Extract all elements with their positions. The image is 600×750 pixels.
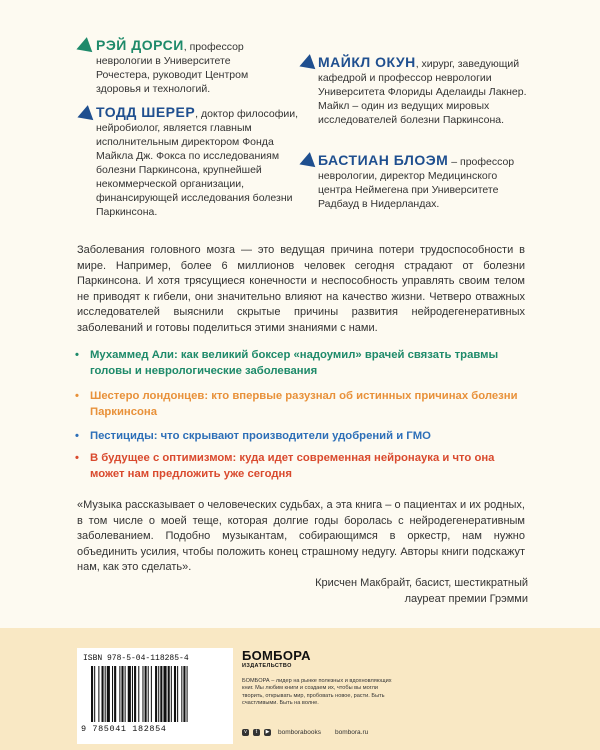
barcode-bar bbox=[171, 666, 172, 722]
barcode-bar bbox=[94, 666, 95, 722]
barcode-bar bbox=[107, 666, 110, 722]
author-name: ТОДД ШЕРЕР bbox=[96, 104, 196, 120]
author-ray-dorsey bbox=[96, 38, 276, 96]
barcode-bar bbox=[134, 666, 136, 722]
barcode-bar bbox=[155, 666, 157, 722]
vk-icon[interactable]: v bbox=[242, 729, 249, 736]
youtube-icon[interactable]: ▶ bbox=[265, 729, 270, 735]
social-handle[interactable]: bomborabooks bbox=[278, 729, 321, 736]
barcode-bar bbox=[145, 666, 147, 722]
barcode-bar bbox=[160, 666, 162, 722]
barcode-bar bbox=[105, 666, 106, 722]
barcode-bar bbox=[148, 666, 149, 722]
publisher-logo bbox=[242, 648, 311, 669]
footer-band bbox=[0, 628, 600, 750]
barcode-bar bbox=[102, 666, 104, 722]
barcode-bar bbox=[158, 666, 159, 722]
barcode-bar bbox=[142, 666, 143, 722]
barcode-bar bbox=[163, 666, 166, 722]
author-marker-icon bbox=[75, 105, 94, 125]
publisher-tagline: БОМБОРА – лидер на рынке полезных и вдохновляющих книг. Мы любим книги и создаем их, чтобы вы могли творить, открывать мир, пробовать новое, расти. Быть счастливыми. Быть на волне. bbox=[242, 678, 392, 707]
author-name: БАСТИАН БЛОЭМ bbox=[318, 152, 449, 168]
book-description: Заболевания головного мозга — это ведущая причина потери трудоспособности в мире. Например, более 6 миллионов человек сегодня страдают от болезни Паркинсона. И хотя трясущиеся конечности и неспособность управлять своим телом не приводят к гибели, они значительно влияют на качество жизни. Четверо отважных исследователей выяснили скрытые причины развития нейродегенеративных заболеваний и готовы поделиться этими знаниями с нами. bbox=[77, 244, 525, 334]
publisher-subtitle: ИЗДАТЕЛЬСТВО bbox=[242, 663, 292, 669]
author-desc: , профессор неврологии в Университете Рочестера, руководит Центром здоровья и технологий. bbox=[96, 41, 249, 95]
website-link[interactable]: bombora.ru bbox=[335, 729, 369, 736]
author-desc: , доктор философии, нейробиолог, является главным исполнительным директором Фонда Майкла Дж. Фокса по исследованиям болезни Паркинсона, крупнейшей некоммерческой организации, финансирующей исследования болезни Паркинсона. bbox=[96, 108, 299, 218]
barcode-bar bbox=[151, 666, 152, 722]
highlight-text: Мухаммед Али: как великий боксер «надоумил» врачей связать травмы головы и неврологические заболевания bbox=[90, 349, 499, 377]
barcode-bar bbox=[112, 666, 113, 722]
highlight-item bbox=[75, 450, 525, 482]
author-todd-sherer bbox=[96, 105, 306, 219]
isbn-label: ISBN 978-5-04-118285-4 bbox=[83, 654, 189, 663]
author-name: МАЙКЛ ОКУН bbox=[318, 54, 416, 70]
endorsement-quote: «Музыка рассказывает о человеческих судьбах, а эта книга – о пациентах и их родных, в том числе о моей теще, которая долгие годы боролась с нейродегенеративным заболеванием. Подобно музыкантам, собирающимся в оркестр, нам нужно объединить усилия, чтобы положить конец страшному недугу. Авторы книги подскажут нам, как это сделать». bbox=[77, 499, 525, 573]
barcode-bar bbox=[98, 666, 99, 722]
author-desc: – профессор неврологии, директор Медицинского центра Неймегена при Университете Радбауд в Нидерландах. bbox=[318, 156, 515, 210]
author-marker-icon bbox=[297, 54, 316, 74]
highlight-text: В будущее с оптимизмом: куда идет современная нейронаука и что она может нам предложить уже сегодня bbox=[90, 452, 495, 480]
barcode-bar bbox=[138, 666, 139, 722]
author-michael-okun bbox=[318, 55, 530, 127]
publisher-name: БОМБОРА bbox=[242, 648, 311, 663]
barcode-icon bbox=[91, 666, 221, 724]
barcode-bar bbox=[181, 666, 182, 722]
barcode-bar bbox=[177, 666, 178, 722]
highlight-item bbox=[75, 347, 525, 379]
barcode-bar bbox=[168, 666, 170, 722]
barcode-bar bbox=[121, 666, 123, 722]
barcode-bar bbox=[119, 666, 120, 722]
barcode-bar bbox=[174, 666, 176, 722]
bullet-icon: • bbox=[75, 452, 79, 464]
highlight-item bbox=[75, 388, 525, 420]
author-marker-icon bbox=[74, 37, 93, 57]
highlight-text: Шестеро лондонцев: кто впервые разузнал об истинных причинах болезни Паркинсона bbox=[90, 390, 518, 418]
highlight-text: Пестициды: что скрывают производители удобрений и ГМО bbox=[90, 430, 431, 442]
author-bastiaan-bloem bbox=[318, 153, 523, 211]
telegram-icon[interactable]: t bbox=[253, 729, 260, 736]
author-name: РЭЙ ДОРСИ bbox=[96, 37, 184, 53]
barcode-bar bbox=[187, 666, 188, 722]
bullet-icon: • bbox=[75, 349, 79, 361]
barcode-bar bbox=[114, 666, 116, 722]
barcode-bar bbox=[128, 666, 131, 722]
barcode-panel bbox=[77, 648, 233, 744]
author-desc: , хирург, заведующий кафедрой и профессор неврологии Университета Флориды Аделаиды Лакнер. Майкл – один из ведущих мировых исследователей болезни Паркинсона. bbox=[318, 58, 527, 126]
barcode-bar bbox=[132, 666, 133, 722]
bullet-icon: • bbox=[75, 390, 79, 402]
bullet-icon: • bbox=[75, 430, 79, 442]
barcode-bar bbox=[125, 666, 126, 722]
social-links bbox=[242, 729, 368, 736]
barcode-bar bbox=[183, 666, 185, 722]
barcode-digits: 9 785041 182854 bbox=[81, 724, 167, 734]
barcode-bar bbox=[91, 666, 93, 722]
highlight-item bbox=[75, 428, 525, 444]
endorsement-author: Крисчен Макбрайт, басист, шестикратный лауреат премии Грэмми bbox=[315, 577, 528, 605]
